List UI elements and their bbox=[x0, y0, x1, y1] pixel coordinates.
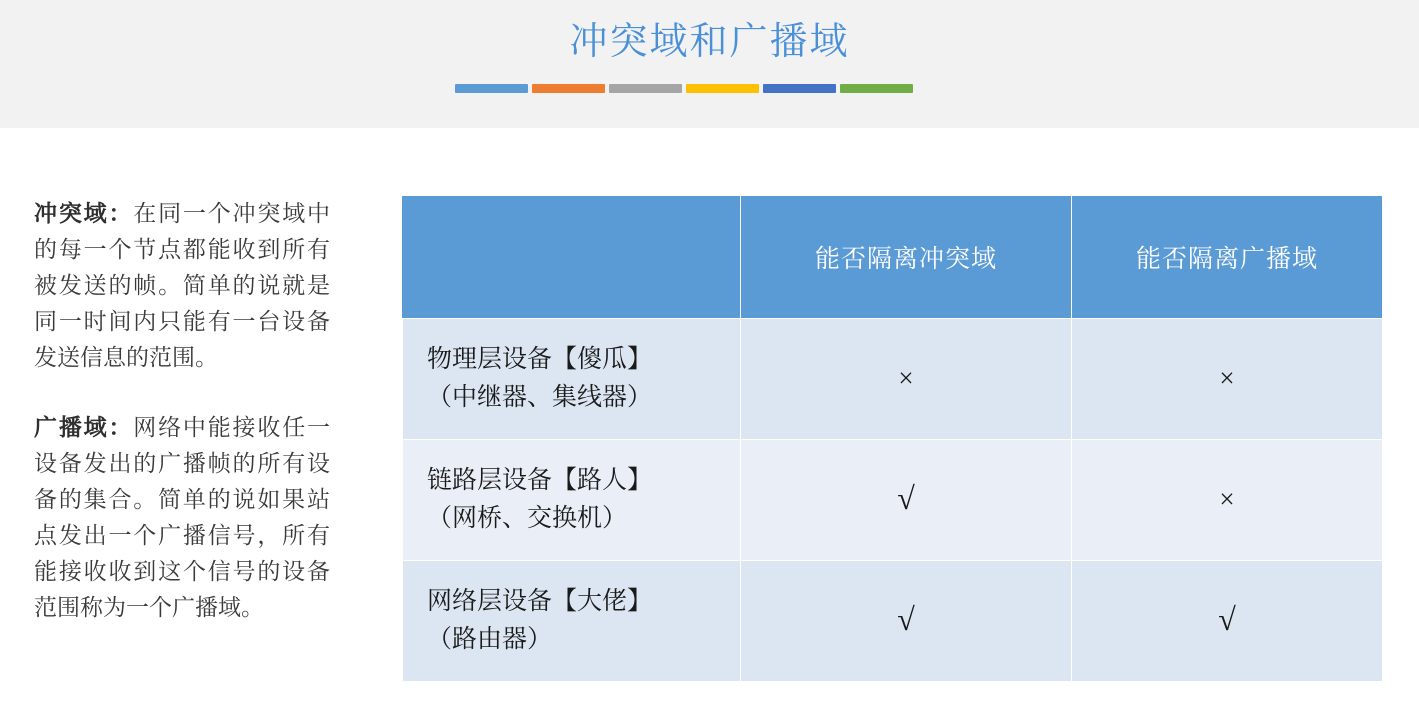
definition-text-broadcast: 网络中能接收任一设备发出的广播帧的所有设备的集合。简单的说如果站点发出一个广播信号，所有能接收收到这个信号的设备范围称为一个广播域。 bbox=[34, 415, 331, 620]
comparison-table bbox=[402, 195, 1383, 682]
table-row bbox=[403, 440, 1383, 561]
cross-icon: × bbox=[1219, 363, 1235, 393]
table-cell-device bbox=[403, 319, 741, 440]
device-name-line1: 网络层设备【大佬】 bbox=[427, 588, 653, 615]
definition-term-broadcast: 广播域： bbox=[34, 415, 134, 440]
title-underline-decoration bbox=[455, 84, 913, 93]
page-title: 冲突域和广播域 bbox=[569, 21, 850, 63]
definition-collision-domain bbox=[34, 196, 330, 376]
table-cell-device bbox=[403, 561, 741, 682]
title-band bbox=[0, 0, 1419, 128]
definitions-column bbox=[34, 196, 330, 626]
check-icon: √ bbox=[1218, 601, 1236, 637]
rule-segment-4 bbox=[686, 84, 759, 93]
table-cell-isolate-collision bbox=[741, 319, 1072, 440]
definition-text-collision: 在同一个冲突域中的每一个节点都能收到所有被发送的帧。简单的说就是同一时间内只能有一台设备发送信息的范围。 bbox=[34, 201, 331, 370]
table-cell-isolate-broadcast bbox=[1072, 319, 1383, 440]
device-name-line1: 物理层设备【傻瓜】 bbox=[427, 346, 653, 373]
check-icon: √ bbox=[897, 601, 915, 637]
table-cell-isolate-broadcast bbox=[1072, 440, 1383, 561]
table-row bbox=[403, 561, 1383, 682]
cross-icon: × bbox=[898, 363, 914, 393]
rule-segment-1 bbox=[455, 84, 528, 93]
table-header-cell-broadcast: 能否隔离广播域 bbox=[1072, 196, 1383, 319]
device-name-line2: （中继器、集线器） bbox=[427, 384, 653, 411]
table-cell-isolate-broadcast bbox=[1072, 561, 1383, 682]
rule-segment-6 bbox=[840, 84, 913, 93]
check-icon: √ bbox=[897, 480, 915, 516]
device-name-line2: （路由器） bbox=[427, 626, 553, 653]
rule-segment-3 bbox=[609, 84, 682, 93]
device-name-line2: （网桥、交换机） bbox=[427, 505, 628, 532]
definition-term-collision: 冲突域： bbox=[34, 201, 134, 226]
device-name-line1: 链路层设备【路人】 bbox=[427, 467, 653, 494]
table-header-row bbox=[403, 196, 1383, 319]
table-header-cell-device bbox=[403, 196, 741, 319]
table-header-cell-collision: 能否隔离冲突域 bbox=[741, 196, 1072, 319]
rule-segment-5 bbox=[763, 84, 836, 93]
table-row bbox=[403, 319, 1383, 440]
table-body bbox=[403, 319, 1383, 682]
definition-broadcast-domain bbox=[34, 410, 330, 626]
rule-segment-2 bbox=[532, 84, 605, 93]
comparison-table-wrapper bbox=[402, 195, 1382, 682]
table-cell-isolate-collision bbox=[741, 440, 1072, 561]
cross-icon: × bbox=[1219, 484, 1235, 514]
table-header bbox=[403, 196, 1383, 319]
table-cell-device bbox=[403, 440, 741, 561]
table-cell-isolate-collision bbox=[741, 561, 1072, 682]
